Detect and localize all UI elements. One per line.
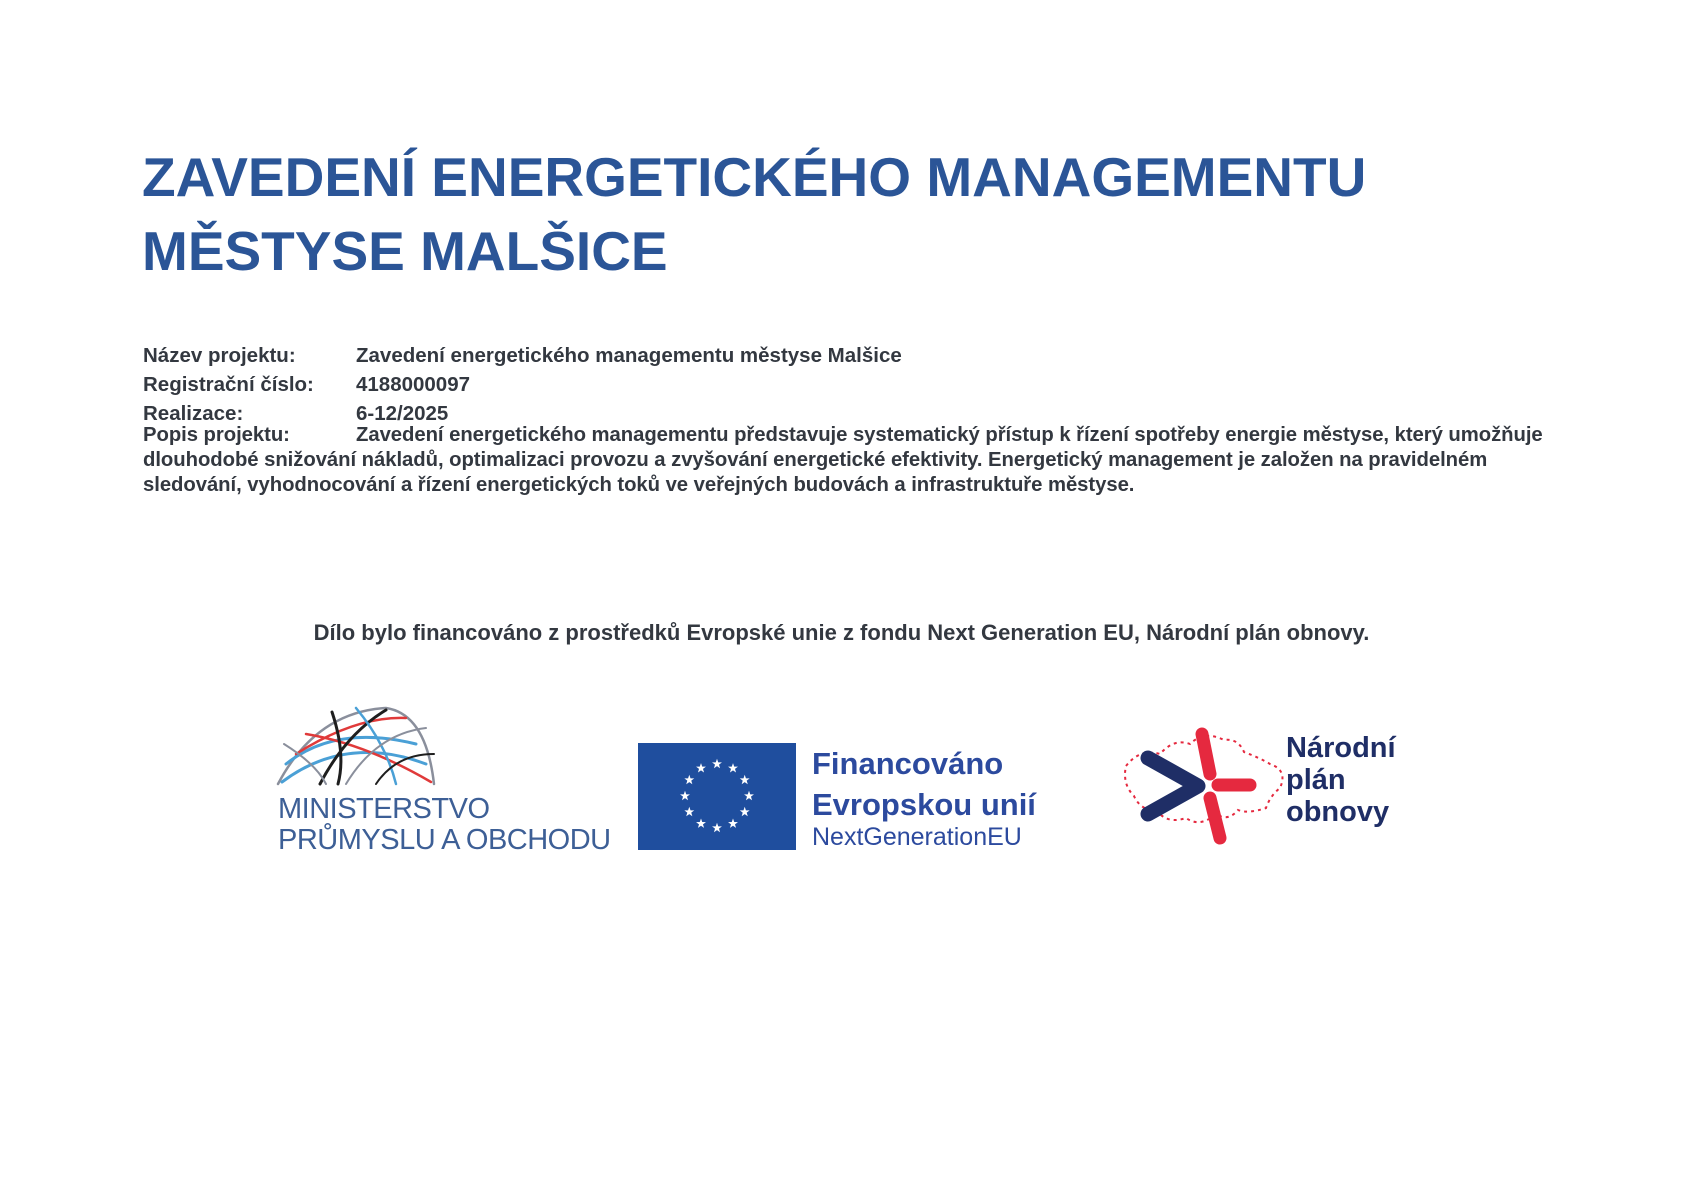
mpo-logo-text <box>278 794 611 856</box>
title-line-1: ZAVEDENÍ ENERGETICKÉHO MANAGEMENTU <box>142 146 1367 208</box>
funding-statement: Dílo bylo financováno z prostředků Evropské unie z fondu Next Generation EU, Národní plán obnovy. <box>313 620 1370 645</box>
registration-value: 4188000097 <box>356 373 471 396</box>
mpo-logo <box>276 704 611 864</box>
eu-next-gen-text: NextGenerationEU <box>812 823 1022 851</box>
page-title <box>142 140 1562 288</box>
npo-line-2: plán <box>1286 764 1346 796</box>
eu-logo <box>638 743 1058 853</box>
project-info <box>143 341 1563 498</box>
registration-row <box>143 370 1563 399</box>
title-line-2: MĚSTYSE MALŠICE <box>142 220 668 282</box>
project-name-row <box>143 341 1563 370</box>
npo-logo <box>1120 718 1420 848</box>
mpo-globe-icon <box>276 704 436 792</box>
eu-logo-text <box>812 743 1036 825</box>
eu-line-1: Financováno <box>812 746 1004 781</box>
realization-label: Realizace: <box>143 402 244 425</box>
eu-flag-icon <box>638 743 796 850</box>
npo-logo-text <box>1286 732 1396 828</box>
npo-line-1: Národní <box>1286 732 1396 764</box>
eu-line-2: Evropskou unií <box>812 787 1036 822</box>
project-description <box>143 423 1563 498</box>
mpo-line-2: PRŮMYSLU A OBCHODU <box>278 824 611 856</box>
realization-value: 6-12/2025 <box>356 402 449 425</box>
project-name-value: Zavedení energetického managementu městyse Malšice <box>356 344 902 367</box>
project-name-label: Název projektu: <box>143 344 296 367</box>
description-label: Popis projektu: <box>143 424 290 446</box>
registration-label: Registrační číslo: <box>143 373 314 396</box>
npo-line-3: obnovy <box>1286 796 1390 828</box>
mpo-line-1: MINISTERSTVO <box>278 793 490 825</box>
npo-symbol-icon <box>1120 718 1290 848</box>
description-value: Zavedení energetického managementu představuje systematický přístup k řízení spotřeby energie městyse, který umožňuje dlouhodobé snižování nákladů, optimalizaci provozu a zvyšování energetické efektivity. Energetický management je založen na pravidelném sledování, vyhodnocování a řízení energetických toků ve veřejných budovách a infrastruktuře městyse. <box>143 424 1543 496</box>
